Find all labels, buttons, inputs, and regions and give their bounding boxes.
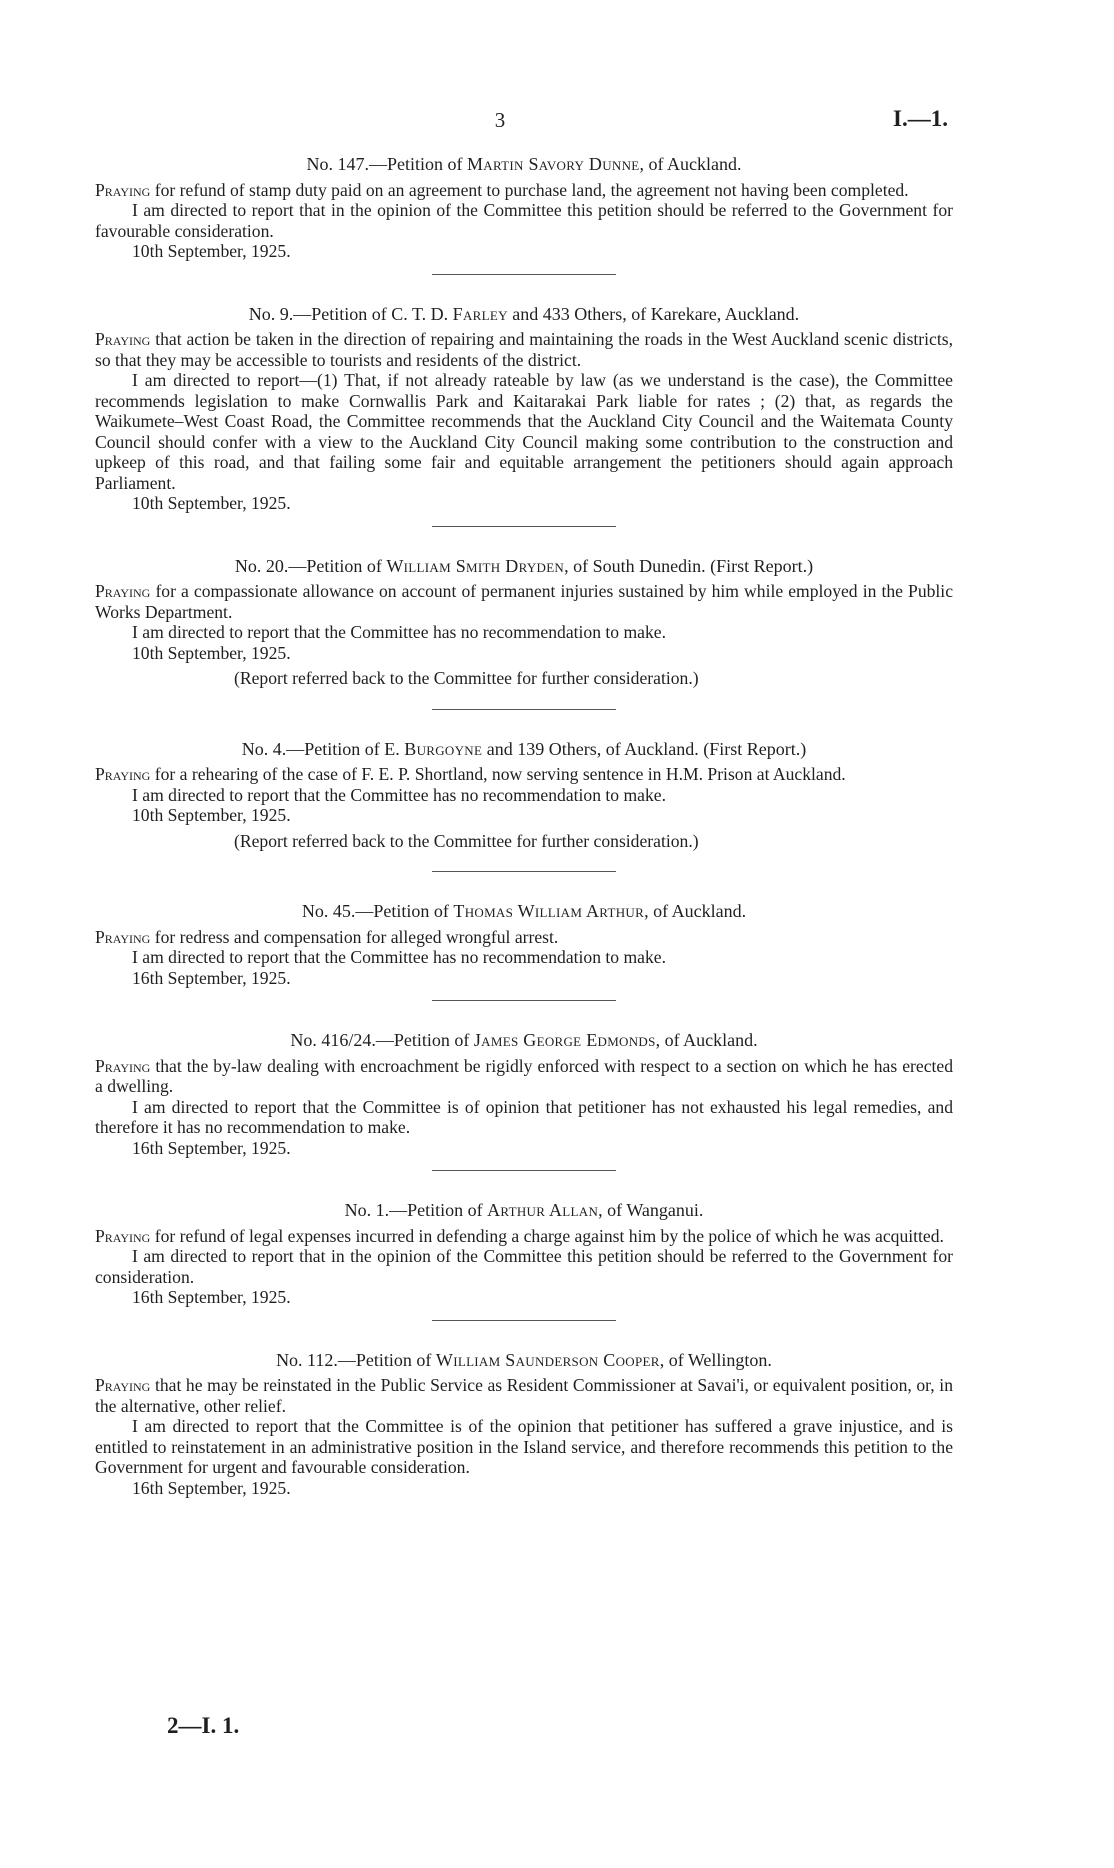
heading-prefix: No. 4.—Petition of E. (241, 738, 405, 759)
praying-lead: Praying (95, 926, 151, 947)
petition-heading (95, 304, 953, 325)
petitioner-name: William Smith Dryden (386, 555, 565, 576)
report-date: 10th September, 1925. (132, 241, 291, 261)
praying-paragraph (95, 180, 953, 201)
page-number: 3 (494, 108, 506, 132)
praying-text: for redress and compensation for alleged wrongful arrest. (150, 926, 559, 947)
praying-paragraph (95, 329, 953, 370)
petition-1 (95, 1200, 953, 1308)
heading-prefix: No. 147.—Petition of (306, 154, 467, 174)
praying-text: for refund of legal expenses incurred in defending a charge against him by the police of which he was acquitted. (150, 1225, 944, 1246)
praying-paragraph (95, 764, 953, 785)
report-date: 10th September, 1925. (132, 642, 291, 663)
heading-prefix: No. 416/24.—Petition of (290, 1030, 474, 1050)
petitioner-name: Martin Savory Dunne (466, 154, 640, 174)
report-date: 16th September, 1925. (132, 1287, 291, 1307)
praying-lead: Praying (95, 329, 151, 349)
report-note: (Report referred back to the Committee for further consideration.) (234, 830, 699, 851)
report-date: 10th September, 1925. (132, 493, 291, 513)
petitions-list (95, 154, 953, 1498)
praying-lead: Praying (95, 1225, 151, 1246)
petition-416-24 (95, 1030, 953, 1158)
petition-heading (95, 556, 953, 577)
petitioner-name: Arthur Allan (487, 1200, 599, 1220)
petitioner-name: Thomas William Arthur (453, 901, 645, 921)
petition-heading (95, 739, 953, 760)
separator-rule (432, 871, 616, 872)
praying-paragraph (95, 581, 953, 622)
report-date: 10th September, 1925. (132, 805, 291, 825)
praying-text: that action be taken in the direction of repairing and maintaining the roads in the West Auckland scenic districts, so that they may be accessible to tourists and residents of the district. (95, 329, 953, 370)
petition-4 (95, 739, 953, 852)
separator-rule (432, 709, 616, 710)
heading-prefix: No. 20.—Petition of (234, 555, 387, 576)
report-paragraph: I am directed to report that the Committee has no recommendation to make. (132, 947, 666, 967)
praying-text: for a compassionate allowance on account of permanent injuries sustained by him while employed in the Public Works Department. (95, 581, 953, 622)
petition-9 (95, 304, 953, 514)
praying-text: for a rehearing of the case of F. E. P. Shortland, now serving sentence in H.M. Prison at Auckland. (150, 764, 846, 784)
report-paragraph: I am directed to report that the Committee is of the opinion that petitioner has suffered a grave injustice, and is entitled to reinstatement in an administrative position in the Island service, and therefore recommends this petition to the Government for urgent and favourable consideration. (95, 1416, 953, 1477)
heading-prefix: No. 1.—Petition of (344, 1200, 488, 1220)
praying-lead: Praying (95, 581, 151, 601)
report-date: 16th September, 1925. (132, 1477, 291, 1498)
praying-lead: Praying (95, 764, 151, 784)
report-paragraph: I am directed to report that in the opinion of the Committee this petition should be referred to the Government for favourable consideration. (95, 200, 953, 241)
petition-heading (95, 154, 953, 175)
heading-suffix: , of Wanganui. (598, 1200, 704, 1220)
petitioner-name: William Saunderson Cooper (435, 1349, 660, 1370)
praying-text: that he may be reinstated in the Public Service as Resident Commissioner at Savai'i, or equivalent position, or, in the alternative, other relief. (95, 1375, 953, 1416)
petition-heading (95, 1350, 953, 1371)
heading-prefix: No. 45.—Petition of (301, 901, 454, 921)
heading-suffix: and 433 Others, of Karekare, Auckland. (507, 303, 800, 324)
report-paragraph: I am directed to report that the Committee has no recommendation to make. (132, 622, 666, 642)
separator-rule (432, 526, 616, 527)
heading-suffix: , of Wellington. (659, 1349, 772, 1370)
petition-heading (95, 1030, 953, 1051)
document-reference: I.—1. (893, 106, 948, 131)
praying-text: for refund of stamp duty paid on an agreement to purchase land, the agreement not having been completed. (150, 179, 909, 200)
praying-paragraph (95, 1226, 953, 1247)
praying-lead: Praying (95, 179, 151, 200)
separator-rule (432, 1170, 616, 1171)
signature-reference: 2—I. 1. (167, 1713, 240, 1738)
petition-45 (95, 901, 953, 988)
heading-suffix: , of Auckland. (639, 154, 742, 174)
report-paragraph: I am directed to report that the Committee is of opinion that petitioner has not exhausted his legal remedies, and therefore it has no recommendation to make. (95, 1096, 953, 1137)
petition-147 (95, 154, 953, 262)
praying-paragraph (95, 1056, 953, 1097)
report-paragraph: I am directed to report that in the opinion of the Committee this petition should be referred to the Government for consideration. (95, 1246, 953, 1287)
separator-rule (432, 1320, 616, 1321)
report-note: (Report referred back to the Committee for further consideration.) (234, 668, 699, 688)
report-date: 16th September, 1925. (132, 1137, 291, 1158)
praying-text: that the by-law dealing with encroachment be rigidly enforced with respect to a section on which he has erected a dwelling. (95, 1055, 953, 1096)
heading-suffix: , of South Dunedin. (First Report.) (564, 555, 814, 576)
petitioner-name: Farley (452, 303, 508, 324)
report-date: 16th September, 1925. (132, 967, 291, 988)
petition-heading (95, 1200, 953, 1221)
heading-suffix: , of Auckland. (644, 901, 747, 921)
petitioner-name: Burgoyne (404, 738, 483, 759)
petitioner-name: James George Edmonds (473, 1030, 656, 1050)
petition-112 (95, 1350, 953, 1499)
praying-paragraph (95, 927, 953, 948)
heading-suffix: and 139 Others, of Auckland. (First Report.) (482, 738, 807, 759)
praying-paragraph (95, 1375, 953, 1416)
petition-heading (95, 901, 953, 922)
heading-prefix: No. 112.—Petition of (276, 1349, 436, 1370)
heading-prefix: No. 9.—Petition of C. T. D. (248, 303, 453, 324)
separator-rule (432, 274, 616, 275)
separator-rule (432, 1000, 616, 1001)
report-paragraph: I am directed to report that the Committee has no recommendation to make. (132, 784, 666, 805)
praying-lead: Praying (95, 1375, 151, 1395)
petition-20 (95, 556, 953, 689)
praying-lead: Praying (95, 1055, 151, 1076)
heading-suffix: , of Auckland. (655, 1030, 758, 1050)
report-paragraph: I am directed to report—(1) That, if not already rateable by law (as we understand is the case), the Committee recommends legislation to make Cornwallis Park and Kaitarakai Park liable for rates ; (2) that, as regards the Waikumete–West Coast Road, the Committee recommends that the Auckland City Council and the Waitemata County Council should confer with a view to the Auckland City Council making some contribution to the construction and upkeep of this road, and that failing some fair and equitable arrangement the petitioners should again approach Parliament. (95, 370, 953, 493)
